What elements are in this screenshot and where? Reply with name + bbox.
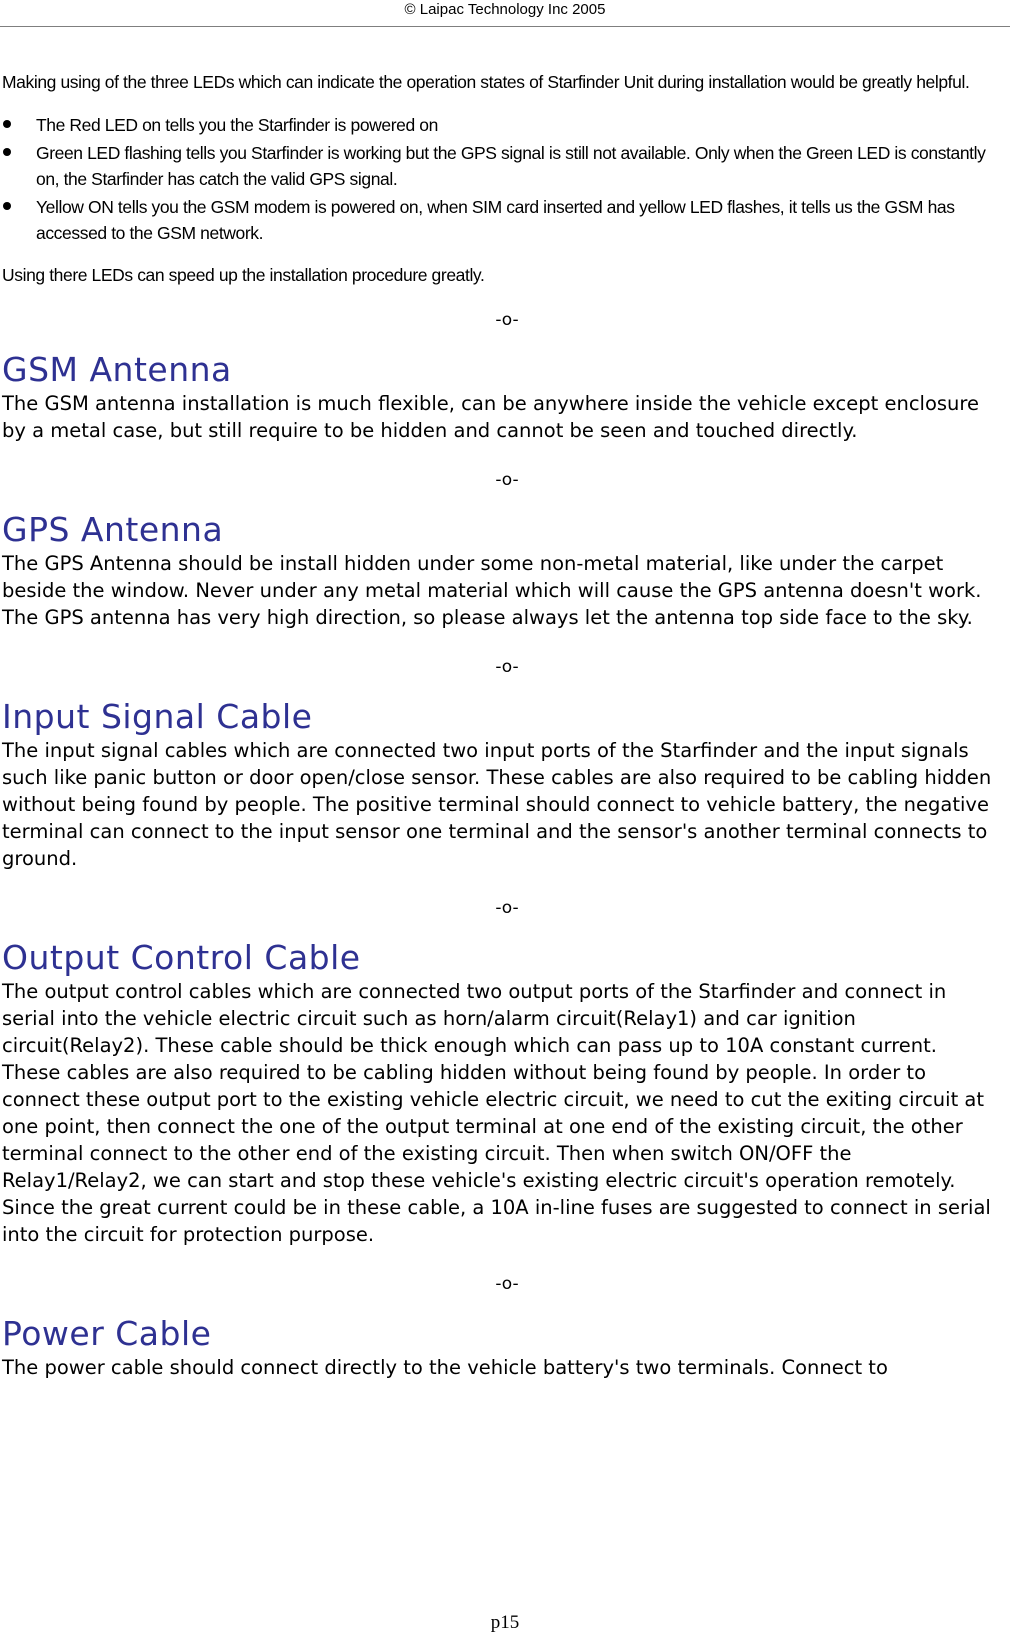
list-item	[0, 112, 1000, 138]
section-separator: -o-	[495, 470, 519, 490]
led-red-text: The Red LED on tells you the Starfinder is powered on	[36, 115, 438, 135]
list-item	[0, 140, 1000, 192]
led-list	[0, 112, 1000, 246]
copyright-text: © Laipac Technology Inc 2005	[404, 1, 606, 18]
section-heading: Output Control Cable	[2, 938, 361, 977]
section-text: The output control cables which are connected two output ports of the Starfinder and connect in serial into the vehicle electric circuit such as horn/alarm circuit(Relay1) and car ignition circuit(Relay2). These cable should be thick enough which can pass up to 10A constant current. These cables are also required to be cabling hidden without being found by people. In order to connect these output port to the existing vehicle electric circuit, we need to cut the exiting circuit at one point, then connect the one of the output terminal at one end of the existing circuit, the other terminal connect to the other end of the existing circuit. Then when switch ON/OFF the Relay1/Relay2, we can start and stop these vehicle's existing electric circuit's operation remotely. Since the great current could be in these cable, a 10A in-line fuses are suggested to connect in serial into the circuit for protection purpose.	[2, 980, 991, 1246]
section-heading: Power Cable	[2, 1314, 212, 1353]
section-text: The GPS Antenna should be install hidden under some non-metal material, like under the carpet beside the window. Never under any metal material which will cause the GPS antenna doesn't work. The GPS antenna has very high direction, so please always let the antenna top side face to the sky.	[2, 552, 982, 629]
bullet-icon	[3, 148, 11, 156]
page-footer	[0, 1612, 1010, 1634]
outro-paragraph: Using there LEDs can speed up the installation procedure greatly.	[2, 265, 485, 285]
intro-paragraph: Making using of the three LEDs which can indicate the operation states of Starfinder Unit during installation would be greatly helpful.	[2, 72, 970, 92]
page-number: p15	[490, 1612, 520, 1633]
bullet-icon	[3, 202, 11, 210]
section-separator: -o-	[495, 310, 519, 330]
section-text: The power cable should connect directly to the vehicle battery's two terminals. Connect to	[2, 1356, 888, 1379]
document-body	[0, 69, 1000, 1381]
led-green-text: Green LED flashing tells you Starfinder is working but the GPS signal is still not available. Only when the Green LED is constantly on, the Starfinder has catch the valid GPS signal.	[36, 143, 986, 189]
bullet-icon	[3, 120, 11, 128]
section-heading: GSM Antenna	[2, 350, 232, 389]
section-heading: Input Signal Cable	[2, 697, 313, 736]
section-separator: -o-	[495, 898, 519, 918]
list-item	[0, 194, 1000, 246]
section-separator: -o-	[495, 657, 519, 677]
page-header	[0, 0, 1010, 27]
led-yellow-text: Yellow ON tells you the GSM modem is powered on, when SIM card inserted and yellow LED flashes, it tells us the GSM has accessed to the GSM network.	[36, 197, 955, 243]
section-text: The input signal cables which are connected two input ports of the Starfinder and the input signals such like panic button or door open/close sensor. These cables are also required to be cabling hidden without being found by people. The positive terminal should connect to vehicle battery, the negative terminal can connect to the input sensor one terminal and the sensor's another terminal connects to ground.	[2, 739, 992, 870]
section-text: The GSM antenna installation is much flexible, can be anywhere inside the vehicle except enclosure by a metal case, but still require to be hidden and cannot be seen and touched directly.	[2, 392, 979, 442]
section-heading: GPS Antenna	[2, 510, 224, 549]
section-separator: -o-	[495, 1274, 519, 1294]
